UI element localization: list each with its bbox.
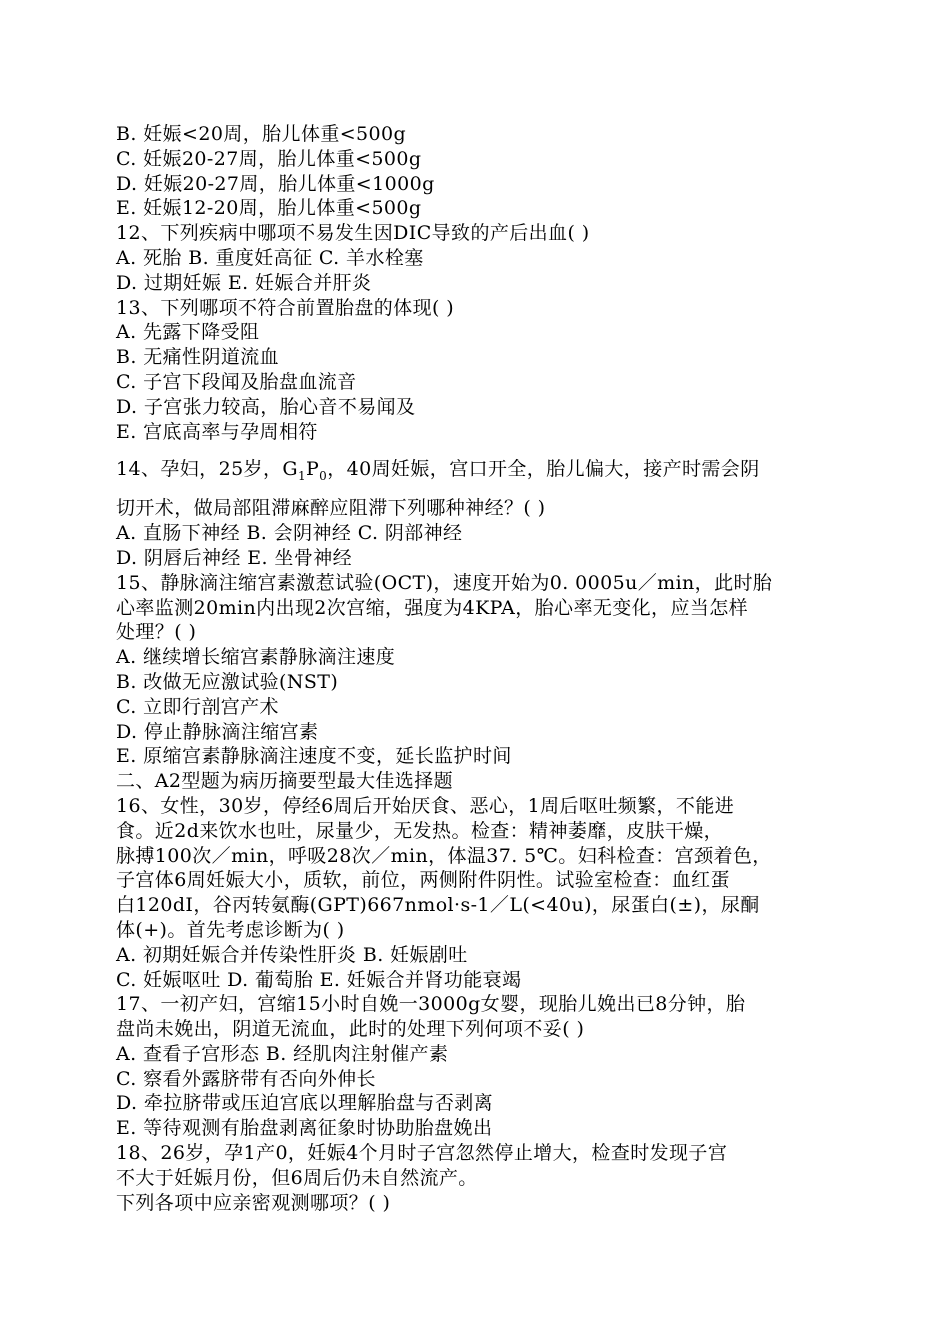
text-line: B. 妊娠<20周，胎儿体重<500g (116, 123, 407, 145)
text-line: E. 原缩宫素静脉滴注速度不变，延长监护时间 (116, 745, 512, 768)
text-line: 心率监测20min内出现2次宫缩，强度为4KPA，胎心率无变化，应当怎样 (116, 596, 749, 619)
text-line: D. 过期妊娠 E. 妊娠合并肝炎 (116, 271, 372, 294)
text-line: A. 死胎 B. 重度妊高征 C. 羊水栓塞 (116, 246, 424, 269)
text-line: A. 继续增长缩宫素静脉滴注速度 (116, 646, 396, 669)
text-line: 处理？( ) (116, 621, 197, 644)
text-line: B. 无痛性阴道流血 (116, 346, 280, 369)
section-heading: 二、A2型题为病历摘要型最大佳选择题 (116, 770, 454, 793)
text-line: C. 子宫下段闻及胎盘血流音 (116, 370, 357, 393)
q14-g-subscript: 1 (297, 469, 306, 484)
text-line: E. 妊娠12-20周，胎儿体重<500g (116, 197, 422, 220)
text-line: C. 察看外露脐带有否向外伸长 (116, 1067, 376, 1090)
question-14 (116, 456, 836, 482)
text-line: 脉搏100次／min，呼吸28次／min，体温37. 5℃。妇科检查：宫颈着色， (116, 844, 772, 867)
text-line: 不大于妊娠月份，但6周后仍未自然流产。 (116, 1166, 478, 1189)
q14-suffix: ，40周妊娠，宫口开全，胎儿偏大，接产时需会阴 (327, 458, 760, 481)
question-18: 18、26岁，孕1产0，妊娠4个月时子宫忽然停止增大，检查时发现子宫 (116, 1142, 728, 1165)
text-line: A. 查看子宫形态 B. 经肌肉注射催产素 (116, 1042, 449, 1065)
text-line: E. 等待观测有胎盘剥离征象时协助胎盘娩出 (116, 1117, 493, 1140)
text-line: A. 先露下降受阻 (116, 321, 260, 344)
text-line: 白120dI，谷丙转氨酶(GPT)667nmol·s-1／L(<40u)，尿蛋白(±)，尿酮 (116, 894, 760, 917)
spacer (116, 482, 836, 496)
text-line: A. 初期妊娠合并传染性肝炎 B. 妊娠剧吐 (116, 943, 468, 966)
text-line: 盘尚未娩出，阴道无流血，此时的处理下列何项不妥( ) (116, 1018, 585, 1041)
q14-p: P (305, 458, 320, 481)
question-17: 17、一初产妇，宫缩15小时自娩一3000g女婴，现胎儿娩出已8分钟，胎 (116, 993, 746, 1016)
text-line: D. 阴唇后神经 E. 坐骨神经 (116, 546, 353, 569)
text-line: B. 改做无应激试验(NST) (116, 670, 339, 693)
text-line: 食。近2d来饮水也吐，尿量少，无发热。检查：精神萎靡，皮肤干燥， (116, 819, 724, 842)
text-line: 体(+)。首先考虑诊断为( ) (116, 918, 345, 941)
text-line: 下列各项中应亲密观测哪项？( ) (116, 1191, 391, 1214)
text-line: D. 停止静脉滴注缩宫素 (116, 720, 319, 743)
q14-prefix: 14、孕妇，25岁，G (116, 458, 298, 481)
text-block-b (116, 496, 836, 1215)
question-15: 15、静脉滴注缩宫素激惹试验(OCT)，速度开始为0. 0005u／min，此时胎 (116, 571, 773, 594)
text-line: D. 子宫张力较高，胎心音不易闻及 (116, 395, 416, 418)
question-12: 12、下列疾病中哪项不易发生因DIC导致的产后出血( ) (116, 222, 590, 245)
exam-text (116, 122, 836, 1215)
question-16: 16、女性，30岁，停经6周后开始厌食、恶心，1周后呕吐频繁，不能进 (116, 794, 735, 817)
text-line: 子宫体6周妊娠大小，质软，前位，两侧附件阴性。试验室检查：血红蛋 (116, 869, 730, 892)
text-line: C. 立即行剖宫产术 (116, 695, 279, 718)
text-line: A. 直肠下神经 B. 会阴神经 C. 阴部神经 (116, 522, 463, 545)
spacer (116, 444, 836, 456)
text-line: 切开术，做局部阻滞麻醉应阻滞下列哪种神经？( ) (116, 497, 546, 520)
text-line: E. 宫底高率与孕周相符 (116, 420, 318, 443)
q14-p-subscript: 0 (319, 469, 328, 484)
text-block-a (116, 122, 836, 444)
text-line: D. 妊娠20-27周，胎儿体重<1000g (116, 172, 435, 195)
text-line: C. 妊娠20-27周，胎儿体重<500g (116, 147, 422, 170)
text-line: C. 妊娠呕吐 D. 葡萄胎 E. 妊娠合并肾功能衰竭 (116, 968, 522, 991)
text-line: D. 牵拉脐带或压迫宫底以理解胎盘与否剥离 (116, 1092, 494, 1115)
question-13: 13、下列哪项不符合前置胎盘的体现( ) (116, 296, 455, 319)
